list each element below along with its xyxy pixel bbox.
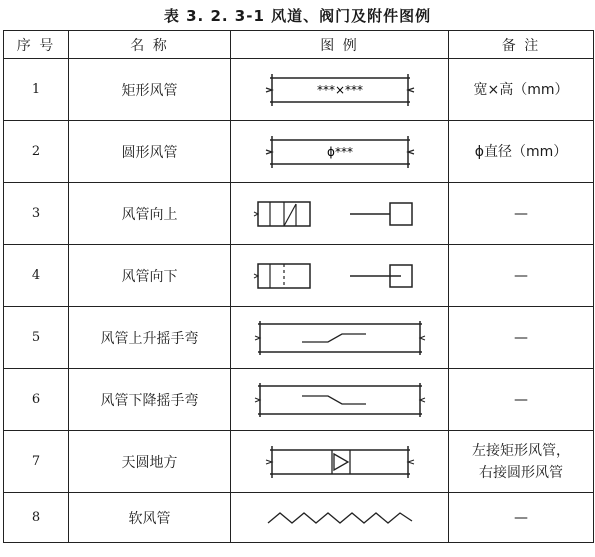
table-caption: 表 3. 2. 3-1 风道、阀门及附件图例 bbox=[163, 7, 432, 25]
header-note: 备 注 bbox=[449, 31, 594, 59]
row-name: 风管上升摇手弯 bbox=[69, 307, 231, 369]
row-note bbox=[449, 493, 594, 543]
row-name: 风管向上 bbox=[69, 183, 231, 245]
table-header-row bbox=[4, 31, 594, 59]
table-row bbox=[4, 431, 594, 493]
row-index: 3 bbox=[4, 183, 69, 245]
row-note bbox=[449, 369, 594, 431]
row-name: 矩形风管 bbox=[69, 59, 231, 121]
row-name: 天圆地方 bbox=[69, 431, 231, 493]
row-index: 1 bbox=[4, 59, 69, 121]
legend-round-duct bbox=[231, 121, 449, 183]
header-index: 序 号 bbox=[4, 31, 69, 59]
row-index: 5 bbox=[4, 307, 69, 369]
note-line: — bbox=[514, 391, 528, 408]
table-row bbox=[4, 307, 594, 369]
table-row bbox=[4, 121, 594, 183]
note-line: 左接矩形风管， bbox=[472, 442, 570, 459]
round-duct-label: ϕ*** bbox=[326, 144, 353, 159]
table-row bbox=[4, 369, 594, 431]
note-line: ϕ直径（mm） bbox=[474, 143, 568, 160]
rectangular-duct-label: ***×*** bbox=[316, 82, 363, 97]
row-note bbox=[449, 59, 594, 121]
legend-duct-drop-offset bbox=[231, 369, 449, 431]
row-note bbox=[449, 431, 594, 493]
duct-up-symbol bbox=[240, 194, 440, 234]
header-legend: 图 例 bbox=[231, 31, 449, 59]
row-index: 2 bbox=[4, 121, 69, 183]
legend-table bbox=[3, 30, 594, 543]
note-line: — bbox=[514, 329, 528, 346]
note-line: 右接圆形风管 bbox=[479, 464, 563, 481]
table-row bbox=[4, 183, 594, 245]
legend-rectangular-duct bbox=[231, 59, 449, 121]
duct-drop-offset-symbol bbox=[240, 380, 440, 420]
table-row bbox=[4, 493, 594, 543]
legend-transition-piece bbox=[231, 431, 449, 493]
row-note bbox=[449, 121, 594, 183]
note-line: 宽×高（mm） bbox=[473, 81, 569, 98]
note-line: — bbox=[514, 509, 528, 526]
row-name: 风管向下 bbox=[69, 245, 231, 307]
row-index: 6 bbox=[4, 369, 69, 431]
row-name: 圆形风管 bbox=[69, 121, 231, 183]
table-row bbox=[4, 59, 594, 121]
legend-duct-rise-offset bbox=[231, 307, 449, 369]
header-name: 名 称 bbox=[69, 31, 231, 59]
duct-down-symbol bbox=[240, 256, 440, 296]
rectangular-duct-symbol bbox=[240, 70, 440, 110]
legend-duct-down bbox=[231, 245, 449, 307]
row-name: 风管下降摇手弯 bbox=[69, 369, 231, 431]
table-row bbox=[4, 245, 594, 307]
flexible-duct-symbol bbox=[240, 503, 440, 533]
transition-piece-symbol bbox=[240, 442, 440, 482]
row-name: 软风管 bbox=[69, 493, 231, 543]
row-index: 8 bbox=[4, 493, 69, 543]
round-duct-symbol bbox=[240, 132, 440, 172]
note-line: — bbox=[514, 205, 528, 222]
row-note bbox=[449, 245, 594, 307]
row-index: 7 bbox=[4, 431, 69, 493]
row-note bbox=[449, 307, 594, 369]
duct-rise-offset-symbol bbox=[240, 318, 440, 358]
row-note bbox=[449, 183, 594, 245]
legend-duct-up bbox=[231, 183, 449, 245]
row-index: 4 bbox=[4, 245, 69, 307]
legend-flexible-duct bbox=[231, 493, 449, 543]
note-line: — bbox=[514, 267, 528, 284]
